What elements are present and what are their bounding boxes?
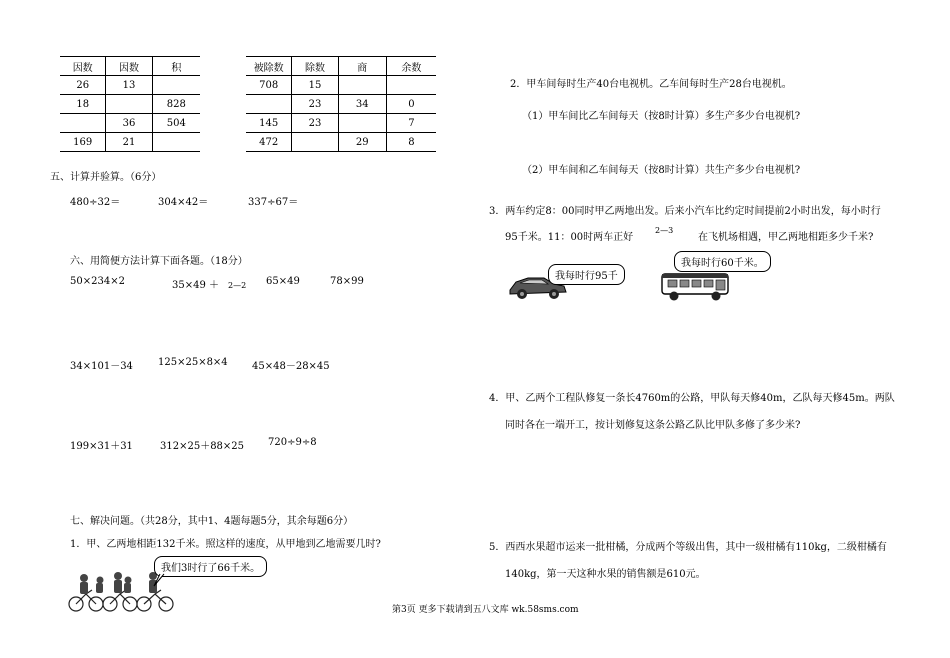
table-cell: 13 (106, 76, 152, 95)
table-cell: 472 (246, 133, 292, 152)
table-division (246, 56, 436, 152)
calc-item: 78×99 (330, 276, 364, 287)
table-cell: 34 (338, 95, 386, 114)
table-cell: 708 (246, 76, 292, 95)
bus-illustration (660, 270, 732, 302)
table-cell (106, 95, 152, 114)
question-2: 2．甲车间每时生产40台电视机。乙车间每时生产28台电视机。 (510, 79, 792, 90)
section-7-title: 七、解决问题。（共28分，其中1、4题每题5分，其余每题6分） (70, 516, 354, 527)
table-row (60, 95, 200, 114)
table-cell (246, 95, 292, 114)
table-row (246, 133, 436, 152)
question-3-line-1: 3．两车约定8：00同时甲乙两地出发。后来小汽车比约定时间提前2小时出发，每小时行 (489, 206, 881, 217)
calc-item: 304×42＝ (158, 197, 209, 208)
calc-item: 45×48－28×45 (252, 361, 330, 372)
table-cell: 15 (292, 76, 338, 95)
table-header-cell: 因数 (106, 57, 152, 76)
table-row (246, 95, 436, 114)
question-5-line-1: 5．西西水果超市运来一批柑橘，分成两个等级出售，其中一级柑橘有110kg，二级柑橘有 (489, 542, 887, 553)
table-cell (60, 114, 106, 133)
table-header-cell: 除数 (292, 57, 338, 76)
table-cell (152, 133, 200, 152)
table-cell: 29 (338, 133, 386, 152)
calc-item: 65×49 (266, 276, 300, 287)
table-cell: 26 (60, 76, 106, 95)
table-header-cell: 被除数 (246, 57, 292, 76)
table-cell: 36 (106, 114, 152, 133)
table-cell: 828 (152, 95, 200, 114)
question-3-line-2b: 在飞机场相遇，甲乙两地相距多少千米? (698, 232, 874, 243)
table-row (60, 133, 200, 152)
calc-item: 50×234×2 (70, 276, 125, 287)
table-cell: 8 (386, 133, 436, 152)
calc-item: 337÷67＝ (248, 197, 299, 208)
table-cell: 145 (246, 114, 292, 133)
page-footer: 第3页 更多下载请到五八文库 wk.58sms.com (392, 605, 579, 615)
table-header-cell: 因数 (60, 57, 106, 76)
table-row (246, 114, 436, 133)
calc-item: 480÷32＝ (70, 197, 121, 208)
table-cell (152, 76, 200, 95)
table-cell (338, 114, 386, 133)
question-2b: （2）甲车间和乙车间每天（按8时计算）共生产多少台电视机? (522, 165, 801, 176)
bubble-tail (150, 574, 170, 588)
table-row (60, 114, 200, 133)
question-2a: （1）甲车间比乙车间每天（按8时计算）多生产多少台电视机? (522, 111, 801, 122)
table-cell (386, 76, 436, 95)
table-cell: 7 (386, 114, 436, 133)
calc-item: 199×31＋31 (70, 441, 133, 452)
calc-item: 34×101－34 (70, 361, 133, 372)
section-6-title: 六、用简便方法计算下面各题。（18分） (70, 256, 248, 267)
table-cell: 23 (292, 114, 338, 133)
table-cell: 0 (386, 95, 436, 114)
speech-bubble-bus: 我每时行60千米。 (674, 251, 771, 272)
table-cell: 169 (60, 133, 106, 152)
question-3-line-2a: 95千米。11：00时两车正好 (505, 232, 634, 243)
table-cell: 18 (60, 95, 106, 114)
table-header-cell: 积 (152, 57, 200, 76)
table-header-cell: 商 (338, 57, 386, 76)
section-5-title: 五、计算并验算。（6分） (50, 172, 162, 183)
calc-item: 35×49 ＋ (172, 280, 220, 291)
question-4-line-1: 4．甲、乙两个工程队修复一条长4760m的公路，甲队每天修40m，乙队每天修45m。两队 (489, 393, 895, 404)
table-cell: 23 (292, 95, 338, 114)
table-cell (292, 133, 338, 152)
table-header-cell: 余数 (386, 57, 436, 76)
question-4-line-2: 同时各在一端开工，按计划修复这条公路乙队比甲队多修了多少米? (505, 420, 801, 431)
table-row (246, 76, 436, 95)
table-cell: 504 (152, 114, 200, 133)
table-cell (338, 76, 386, 95)
question-5-line-2: 140kg，第一天这种水果的销售额是610元。 (505, 569, 706, 580)
table-row (60, 76, 200, 95)
speech-bubble-car: 我每时行95千 (548, 264, 625, 285)
fraction-mark: 2—3 (655, 226, 674, 235)
fraction-mark: 2—2 (228, 281, 247, 290)
table-cell: 21 (106, 133, 152, 152)
speech-bubble-cyclists: 我们3时行了66千米。 (154, 556, 267, 577)
calc-item: 720÷9÷8 (268, 437, 317, 448)
question-1: 1．甲、乙两地相距132千米。照这样的速度，从甲地到乙地需要几时? (70, 539, 381, 550)
calc-item: 125×25×8×4 (158, 357, 228, 368)
table-factors (60, 56, 200, 152)
calc-item: 312×25＋88×25 (160, 441, 245, 452)
